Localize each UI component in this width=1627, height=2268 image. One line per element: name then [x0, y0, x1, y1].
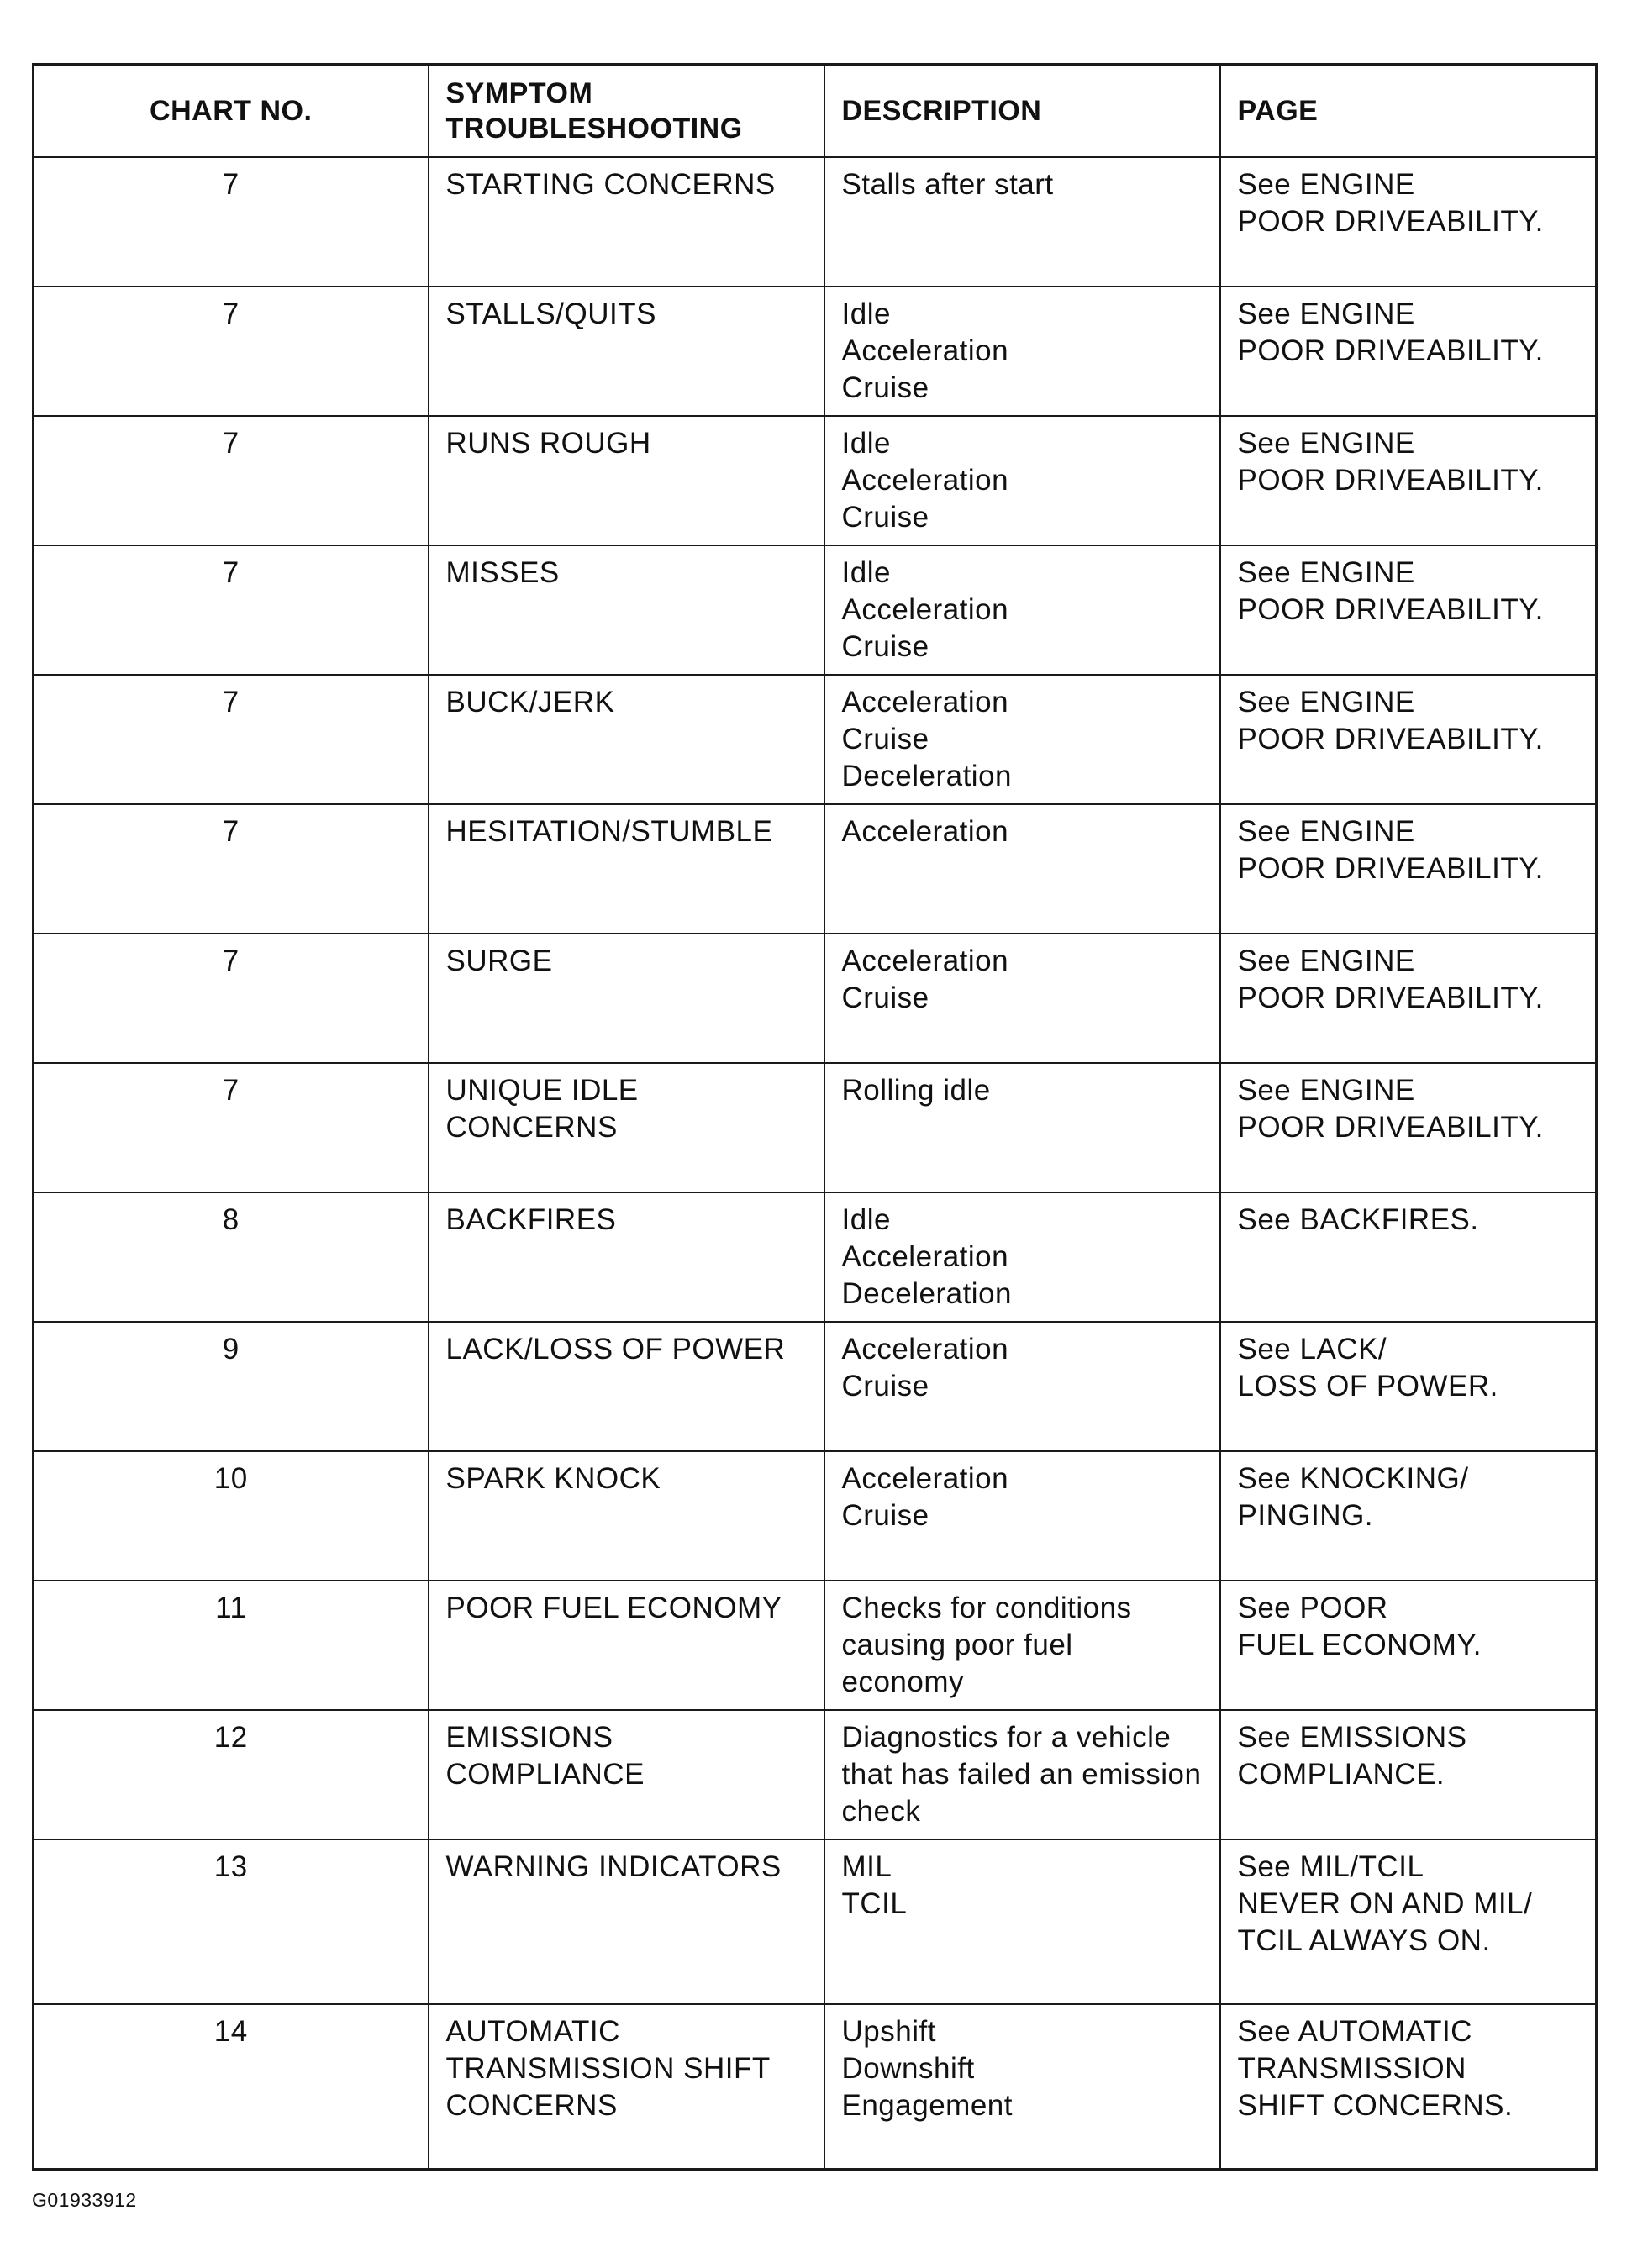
cell-chart-no: 11 [34, 1581, 429, 1710]
cell-description: Idle Acceleration Deceleration [824, 1192, 1220, 1322]
table-row [34, 1581, 1597, 1710]
table-row [34, 934, 1597, 1063]
cell-description: Acceleration [824, 804, 1220, 934]
cell-description: Diagnostics for a vehicle that has failed an emission check [824, 1710, 1220, 1839]
cell-chart-no: 8 [34, 1192, 429, 1322]
table-header-row [34, 65, 1597, 158]
table-row [34, 545, 1597, 675]
cell-symptom: LACK/LOSS OF POWER [429, 1322, 824, 1451]
cell-description: Idle Acceleration Cruise [824, 287, 1220, 416]
cell-page: See AUTOMATIC TRANSMISSION SHIFT CONCERNS. [1220, 2004, 1597, 2169]
cell-symptom: EMISSIONS COMPLIANCE [429, 1710, 824, 1839]
table-row [34, 804, 1597, 934]
cell-chart-no: 14 [34, 2004, 429, 2169]
cell-page: See MIL/TCIL NEVER ON AND MIL/ TCIL ALWAYS ON. [1220, 1839, 1597, 2004]
cell-description: Stalls after start [824, 157, 1220, 287]
header-description: DESCRIPTION [824, 65, 1220, 158]
symptom-chart-sheet [32, 63, 1595, 2171]
cell-page: See ENGINE POOR DRIVEABILITY. [1220, 675, 1597, 804]
cell-symptom: STALLS/QUITS [429, 287, 824, 416]
header-page: PAGE [1220, 65, 1597, 158]
table-row [34, 1710, 1597, 1839]
cell-chart-no: 7 [34, 675, 429, 804]
header-symptom-troubleshooting: SYMPTOM TROUBLESHOOTING [429, 65, 824, 158]
cell-description: Idle Acceleration Cruise [824, 416, 1220, 545]
cell-chart-no: 7 [34, 1063, 429, 1192]
cell-page: See LACK/ LOSS OF POWER. [1220, 1322, 1597, 1451]
cell-symptom: BACKFIRES [429, 1192, 824, 1322]
table-row [34, 2004, 1597, 2169]
table-row [34, 1839, 1597, 2004]
cell-description: Checks for conditions causing poor fuel economy [824, 1581, 1220, 1710]
cell-page: See KNOCKING/ PINGING. [1220, 1451, 1597, 1581]
symptom-troubleshooting-table [32, 63, 1598, 2171]
cell-page: See ENGINE POOR DRIVEABILITY. [1220, 934, 1597, 1063]
cell-symptom: MISSES [429, 545, 824, 675]
cell-symptom: RUNS ROUGH [429, 416, 824, 545]
cell-chart-no: 7 [34, 287, 429, 416]
header-chart-no: CHART NO. [34, 65, 429, 158]
cell-page: See ENGINE POOR DRIVEABILITY. [1220, 804, 1597, 934]
table-row [34, 157, 1597, 287]
table-row [34, 675, 1597, 804]
table-row [34, 1451, 1597, 1581]
cell-chart-no: 7 [34, 416, 429, 545]
cell-page: See ENGINE POOR DRIVEABILITY. [1220, 287, 1597, 416]
cell-symptom: HESITATION/STUMBLE [429, 804, 824, 934]
cell-description: Acceleration Cruise [824, 1322, 1220, 1451]
cell-description: Acceleration Cruise [824, 1451, 1220, 1581]
cell-symptom: POOR FUEL ECONOMY [429, 1581, 824, 1710]
cell-page: See ENGINE POOR DRIVEABILITY. [1220, 416, 1597, 545]
cell-description: Upshift Downshift Engagement [824, 2004, 1220, 2169]
cell-description: Rolling idle [824, 1063, 1220, 1192]
cell-chart-no: 13 [34, 1839, 429, 2004]
cell-chart-no: 7 [34, 157, 429, 287]
cell-description: MIL TCIL [824, 1839, 1220, 2004]
table-row [34, 1322, 1597, 1451]
cell-chart-no: 7 [34, 934, 429, 1063]
cell-symptom: SPARK KNOCK [429, 1451, 824, 1581]
cell-chart-no: 7 [34, 545, 429, 675]
cell-page: See POOR FUEL ECONOMY. [1220, 1581, 1597, 1710]
cell-symptom: UNIQUE IDLE CONCERNS [429, 1063, 824, 1192]
cell-chart-no: 9 [34, 1322, 429, 1451]
cell-symptom: STARTING CONCERNS [429, 157, 824, 287]
cell-description: Acceleration Cruise Deceleration [824, 675, 1220, 804]
cell-page: See ENGINE POOR DRIVEABILITY. [1220, 157, 1597, 287]
cell-chart-no: 7 [34, 804, 429, 934]
cell-chart-no: 12 [34, 1710, 429, 1839]
cell-symptom: BUCK/JERK [429, 675, 824, 804]
table-row [34, 1192, 1597, 1322]
table-row [34, 416, 1597, 545]
cell-chart-no: 10 [34, 1451, 429, 1581]
table-body [34, 157, 1597, 2170]
table-row [34, 1063, 1597, 1192]
cell-symptom: AUTOMATIC TRANSMISSION SHIFT CONCERNS [429, 2004, 824, 2169]
cell-page: See ENGINE POOR DRIVEABILITY. [1220, 545, 1597, 675]
cell-symptom: SURGE [429, 934, 824, 1063]
figure-code: G01933912 [32, 2189, 137, 2211]
cell-page: See EMISSIONS COMPLIANCE. [1220, 1710, 1597, 1839]
cell-page: See BACKFIRES. [1220, 1192, 1597, 1322]
cell-symptom: WARNING INDICATORS [429, 1839, 824, 2004]
cell-description: Acceleration Cruise [824, 934, 1220, 1063]
cell-page: See ENGINE POOR DRIVEABILITY. [1220, 1063, 1597, 1192]
cell-description: Idle Acceleration Cruise [824, 545, 1220, 675]
table-row [34, 287, 1597, 416]
